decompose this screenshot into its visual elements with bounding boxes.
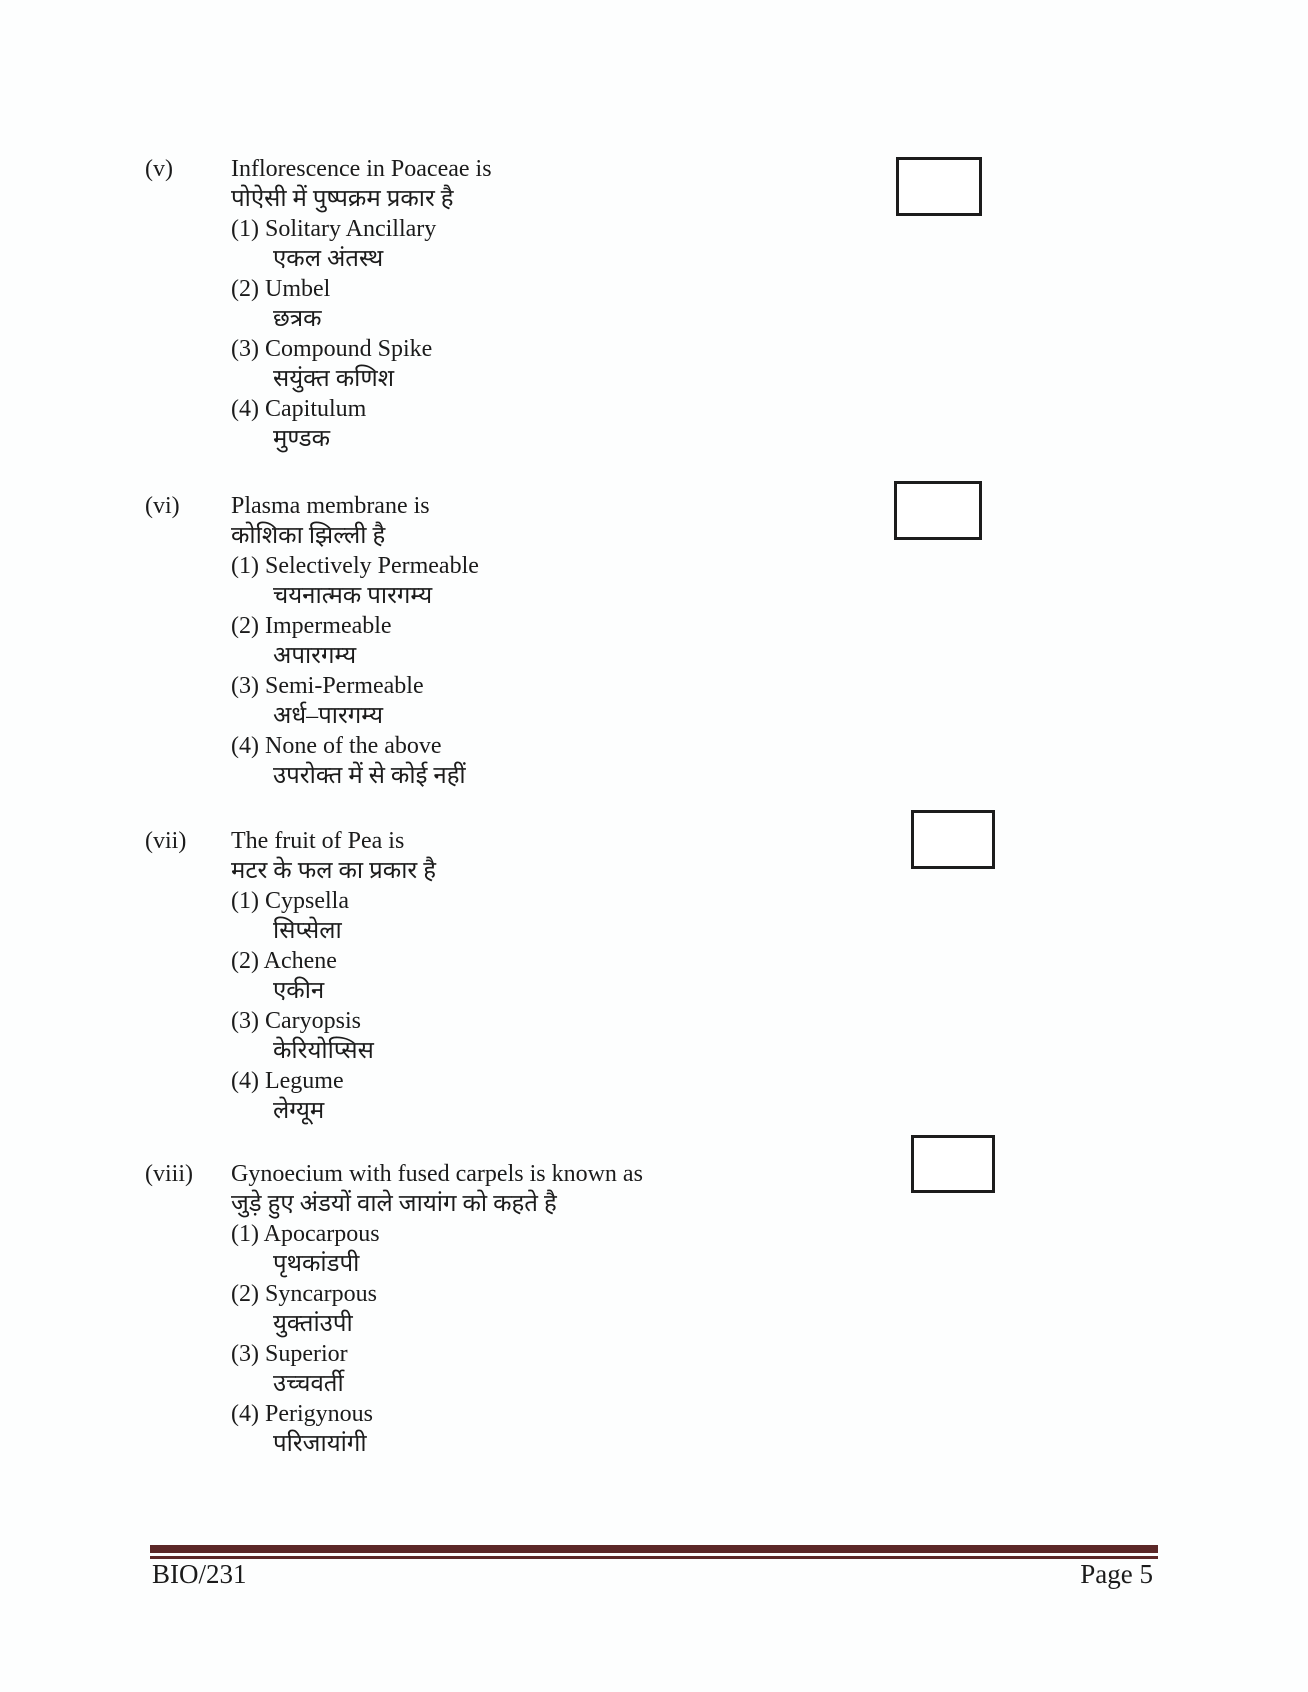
answer-box-question-viii	[911, 1135, 995, 1193]
option-1	[231, 1219, 643, 1249]
question-text-hi: जुड़े हुए अंडयों वाले जायांग को कहते है	[231, 1191, 557, 1217]
option-text-en: Achene	[263, 948, 337, 974]
question-text-hi: पोऐसी में पुष्पक्रम प्रकार है	[231, 186, 454, 212]
question-text-hi: मटर के फल का प्रकार है	[231, 858, 436, 884]
footer-paper-code: BIO/231	[152, 1559, 247, 1589]
option-2-hi: अपारगम्य	[273, 643, 357, 669]
option-text-en: Apocarpous	[263, 1221, 380, 1247]
answer-box-question-vii	[911, 810, 995, 869]
option-3-hi: सयुंक्त कणिश	[273, 366, 395, 392]
option-text-en: Umbel	[264, 276, 331, 302]
option-text-en: Compound Spike	[264, 336, 433, 362]
option-1-hi: सिप्सेला	[273, 918, 342, 944]
option-number: (4)	[231, 733, 259, 759]
option-4	[231, 731, 479, 761]
option-number: (4)	[231, 396, 259, 422]
question-vii	[231, 826, 436, 1126]
option-1	[231, 214, 492, 244]
option-4-hi: परिजायांगी	[273, 1431, 367, 1457]
option-4-hi: लेग्यूम	[273, 1098, 325, 1124]
answer-box-question-vi	[894, 481, 982, 540]
option-2	[231, 274, 492, 304]
option-text-en: Semi-Permeable	[264, 673, 424, 699]
option-number: (1)	[231, 1221, 259, 1247]
option-text-en: Selectively Permeable	[264, 553, 479, 579]
option-number: (2)	[231, 276, 259, 302]
option-text-en: Syncarpous	[264, 1281, 377, 1307]
question-text-hi: कोशिका झिल्ली है	[231, 523, 386, 549]
question-v	[231, 154, 492, 454]
option-3-hi: अर्ध–पारगम्य	[273, 703, 383, 729]
option-2	[231, 946, 436, 976]
option-2-hi: युक्तांउपी	[273, 1311, 353, 1337]
option-3	[231, 1006, 436, 1036]
answer-box-question-v	[896, 157, 982, 216]
question-text-en: Plasma membrane is	[231, 493, 430, 519]
option-3-hi: उच्चवर्ती	[273, 1371, 344, 1397]
option-3	[231, 1339, 643, 1369]
question-vi-label: (vi)	[145, 493, 180, 519]
option-3	[231, 334, 492, 364]
option-number: (4)	[231, 1401, 259, 1427]
footer-rule-thin	[150, 1556, 1158, 1559]
option-number: (1)	[231, 553, 259, 579]
option-number: (3)	[231, 1008, 259, 1034]
question-vii-label: (vii)	[145, 828, 187, 854]
option-number: (4)	[231, 1068, 259, 1094]
option-4	[231, 1399, 643, 1429]
option-number: (1)	[231, 888, 259, 914]
option-1-hi: एकल अंतस्थ	[273, 246, 384, 272]
option-2	[231, 611, 479, 641]
option-4-hi: उपरोक्त में से कोई नहीं	[273, 763, 466, 789]
option-text-en: None of the above	[264, 733, 442, 759]
footer-rule-thick	[150, 1545, 1158, 1553]
option-1-hi: चयनात्मक पारगम्य	[273, 583, 433, 609]
question-text-en: Gynoecium with fused carpels is known as	[231, 1161, 643, 1187]
option-text-en: Cypsella	[264, 888, 349, 914]
option-text-en: Perigynous	[264, 1401, 373, 1427]
option-4	[231, 394, 492, 424]
option-4	[231, 1066, 436, 1096]
option-1	[231, 551, 479, 581]
option-text-en: Legume	[264, 1068, 344, 1094]
option-number: (2)	[231, 1281, 259, 1307]
question-v-label: (v)	[145, 156, 173, 182]
option-text-en: Superior	[264, 1341, 348, 1367]
option-1	[231, 886, 436, 916]
question-viii-label: (viii)	[145, 1161, 193, 1187]
option-2-hi: एकीन	[273, 978, 325, 1004]
option-number: (3)	[231, 336, 259, 362]
option-3-hi: केरियोप्सिस	[273, 1038, 374, 1064]
option-number: (1)	[231, 216, 259, 242]
option-2-hi: छत्रक	[273, 306, 322, 332]
question-text-en: The fruit of Pea is	[231, 828, 405, 854]
option-number: (3)	[231, 673, 259, 699]
option-text-en: Caryopsis	[264, 1008, 361, 1034]
option-2	[231, 1279, 643, 1309]
option-number: (3)	[231, 1341, 259, 1367]
question-text-en: Inflorescence in Poaceae is	[231, 156, 492, 182]
question-viii	[231, 1159, 643, 1459]
question-vi	[231, 491, 479, 791]
option-3	[231, 671, 479, 701]
option-text-en: Impermeable	[264, 613, 392, 639]
option-text-en: Capitulum	[264, 396, 367, 422]
option-1-hi: पृथकांडपी	[273, 1251, 360, 1277]
option-number: (2)	[231, 613, 259, 639]
footer-page-number: Page 5	[1080, 1559, 1153, 1589]
option-4-hi: मुण्डक	[273, 426, 331, 452]
option-text-en: Solitary Ancillary	[264, 216, 437, 242]
option-number: (2)	[231, 948, 259, 974]
